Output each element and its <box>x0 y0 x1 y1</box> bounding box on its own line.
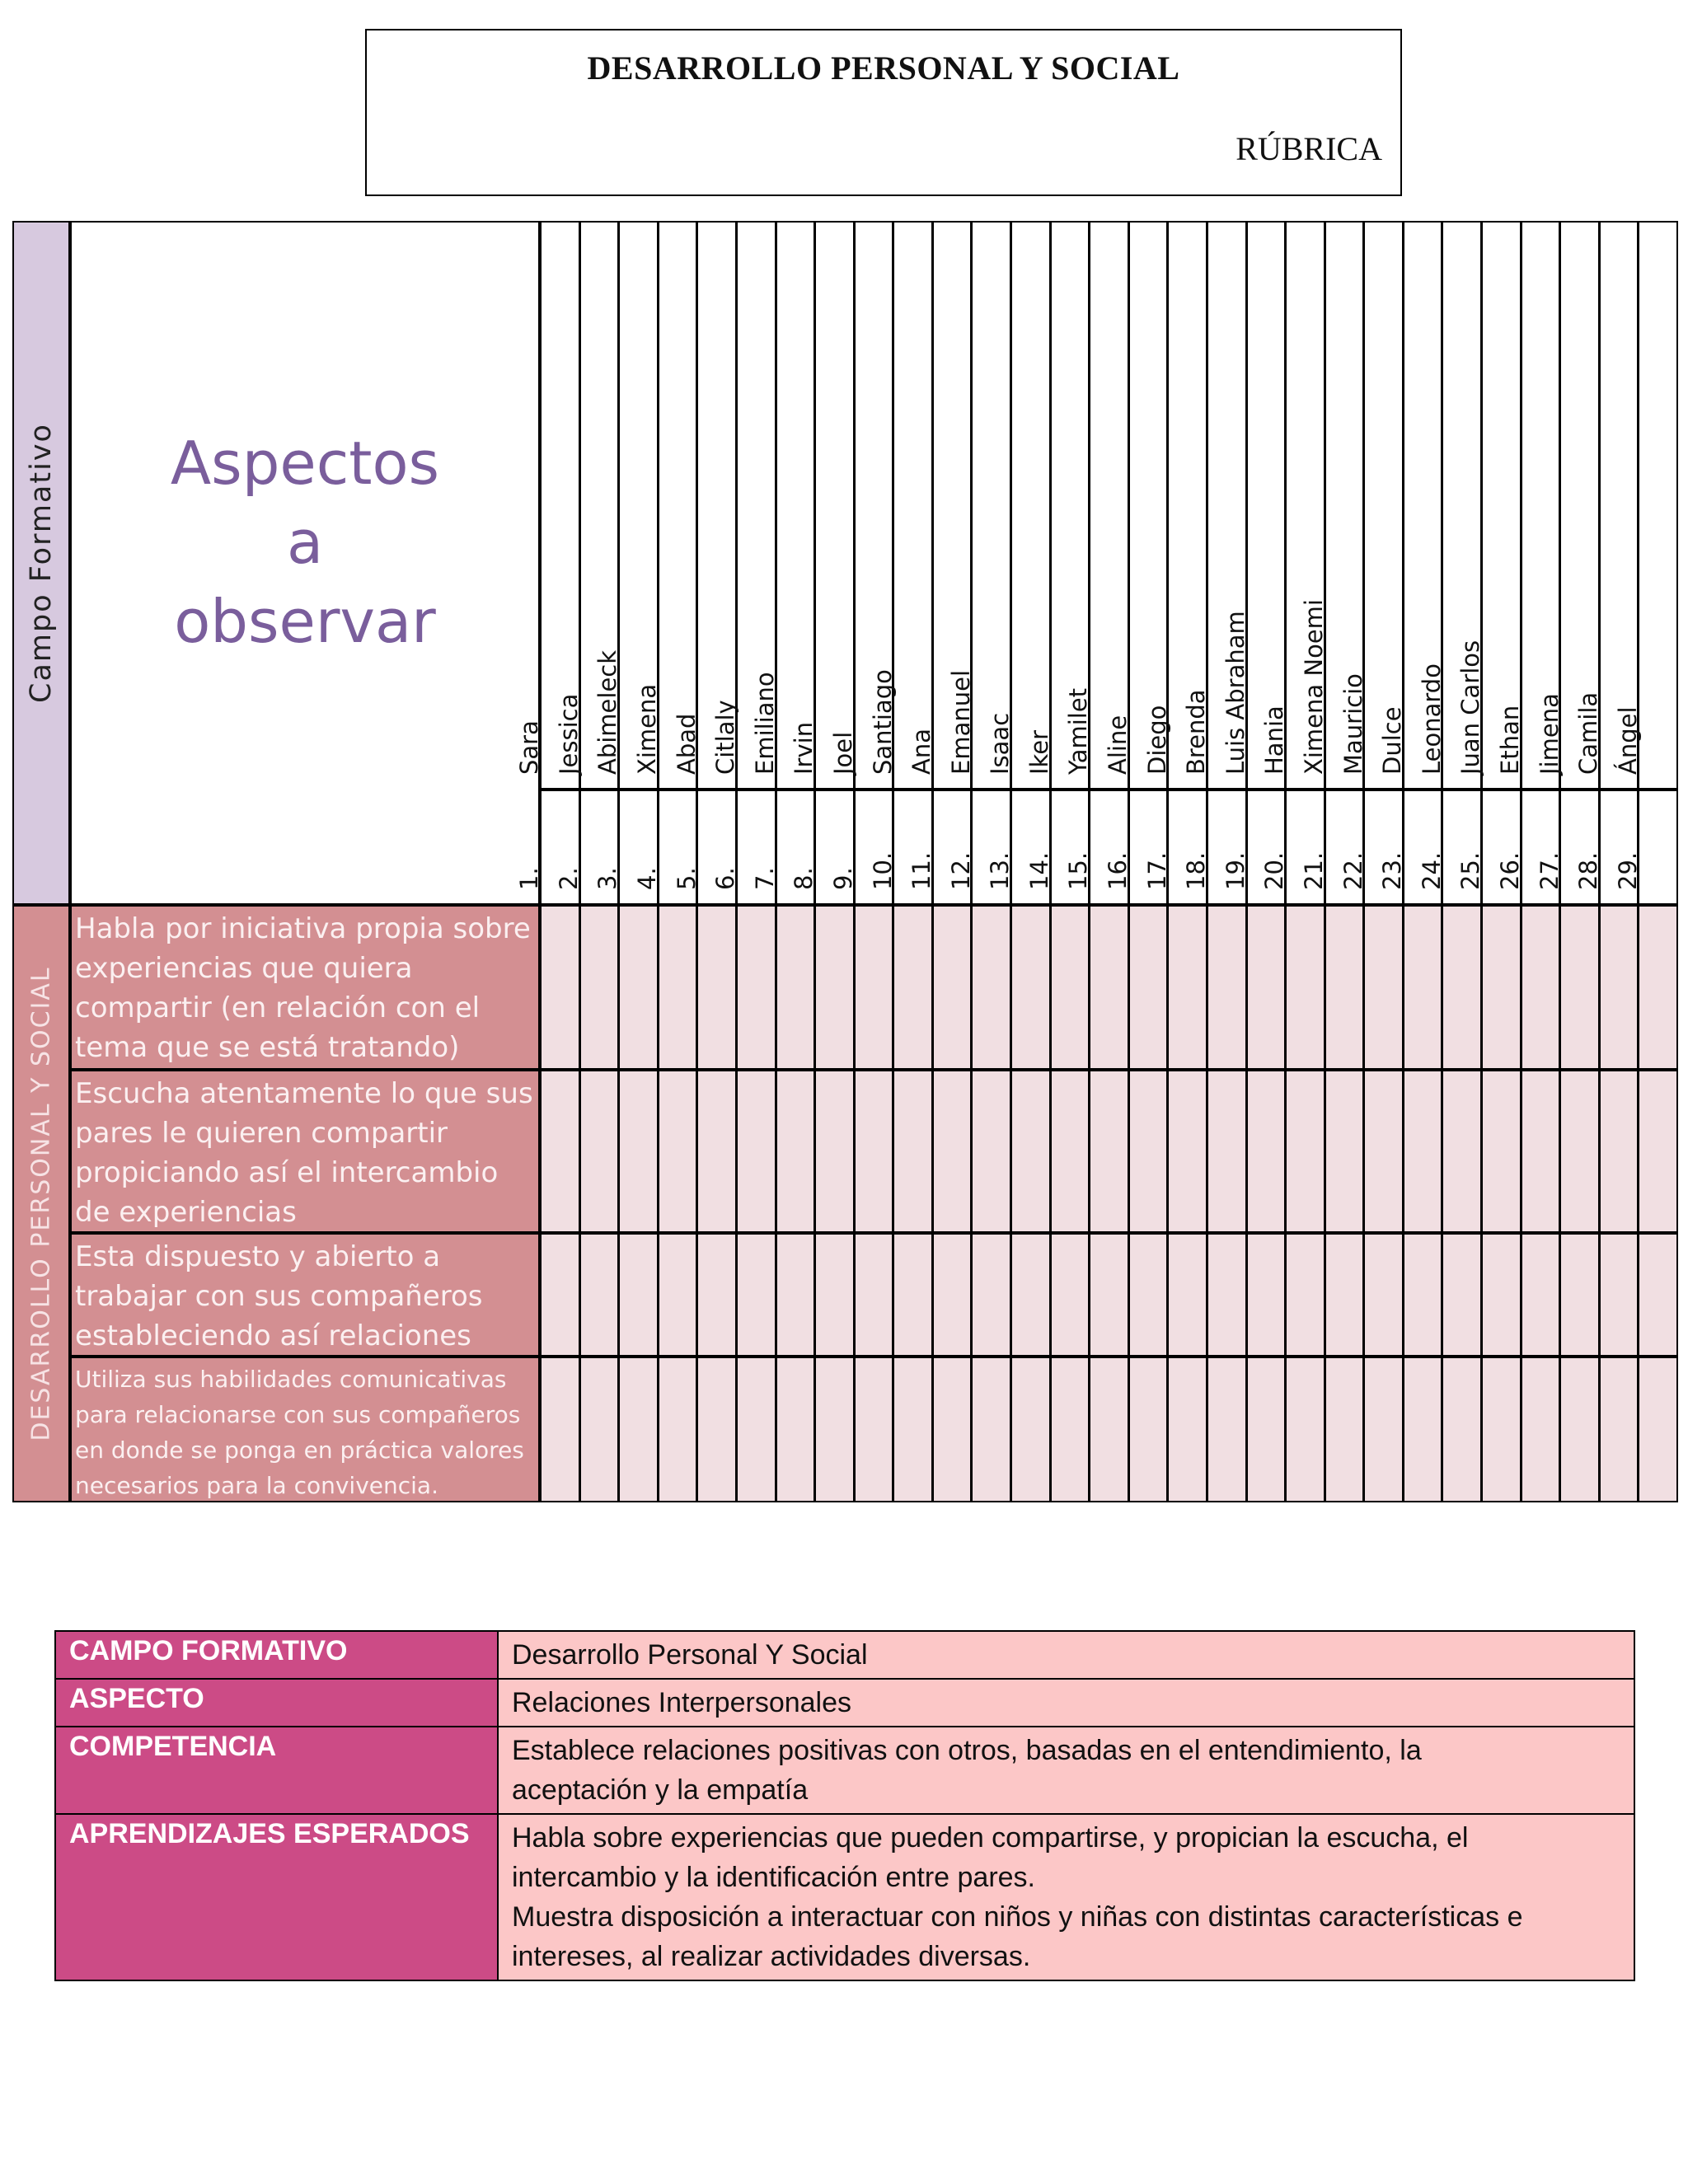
grade-cell[interactable] <box>1325 1357 1365 1502</box>
student-name: Emanuel <box>946 669 975 775</box>
grade-cell[interactable] <box>1167 1357 1207 1502</box>
grade-cell[interactable] <box>1403 905 1443 1070</box>
grade-cell[interactable] <box>1442 905 1482 1070</box>
grade-cell[interactable] <box>579 905 620 1070</box>
student-number: 21. <box>1300 851 1328 890</box>
student-number-cell <box>1613 790 1678 905</box>
student-name-cell <box>633 221 698 790</box>
student-name-cell <box>1339 221 1407 790</box>
grade-cell[interactable] <box>618 1070 659 1233</box>
student-name-cell <box>750 221 816 790</box>
grade-cell[interactable] <box>1010 1070 1051 1233</box>
aspectos-heading: Aspectos a observar <box>170 429 440 656</box>
grade-cell[interactable] <box>1363 1357 1404 1502</box>
aprendizaje-1: Habla sobre experiencias que pueden compartirse, y propician la escucha, el intercambio y la identificación entre pares. <box>512 1822 1469 1893</box>
aspect-row-1: Habla por iniciativa propia sobre experiencias que quiera compartir (en relación con el tema que se está tratando) <box>70 905 540 1070</box>
grade-cell[interactable] <box>1481 1357 1522 1502</box>
area-label: DESARROLLO PERSONAL Y SOCIAL <box>26 966 56 1441</box>
student-number: 12. <box>946 851 975 890</box>
grade-cell[interactable] <box>1521 1357 1561 1502</box>
student-name: Abimeleck <box>593 649 622 775</box>
info-row-aspecto <box>56 1678 1634 1726</box>
info-row-aprendizajes <box>56 1813 1634 1980</box>
student-name-cell <box>1221 221 1287 790</box>
grade-cell[interactable] <box>1599 1357 1639 1502</box>
grade-cell[interactable] <box>1363 1070 1404 1233</box>
info-row-competencia <box>56 1726 1634 1813</box>
grade-cell[interactable] <box>1167 1233 1207 1357</box>
student-name: Luis Abraham <box>1221 611 1250 775</box>
grade-cell[interactable] <box>1559 905 1600 1070</box>
student-name-cell <box>868 221 936 790</box>
grade-cell[interactable] <box>776 905 816 1070</box>
student-name: Yamilet <box>1064 687 1093 775</box>
grade-cell[interactable] <box>1010 1357 1051 1502</box>
grade-cell[interactable] <box>1246 1070 1287 1233</box>
aspect-row-2: Escucha atentamente lo que sus pares le quieren compartir propiciando así el intercambio de experiencias <box>70 1070 540 1233</box>
campo-formativo-label: CAMPO FORMATIVO <box>56 1632 499 1678</box>
grade-cell[interactable] <box>1559 1070 1600 1233</box>
grade-cell[interactable] <box>540 1070 580 1233</box>
student-number: 18. <box>1182 851 1211 890</box>
grade-cell[interactable] <box>1050 1357 1090 1502</box>
grade-cell[interactable] <box>1010 905 1051 1070</box>
grade-cell[interactable] <box>1246 1233 1287 1357</box>
grade-cell[interactable] <box>1128 1070 1169 1233</box>
grade-cell[interactable] <box>932 1233 973 1357</box>
student-number: 7. <box>750 867 779 890</box>
grade-cell[interactable] <box>736 1070 776 1233</box>
grade-cell[interactable] <box>658 905 698 1070</box>
grade-cell[interactable] <box>1325 1233 1365 1357</box>
aspectos-header <box>70 221 540 905</box>
grade-cell[interactable] <box>1167 1070 1207 1233</box>
student-name: Juan Carlos <box>1456 640 1485 775</box>
grade-cell[interactable] <box>1521 1233 1561 1357</box>
student-number: 25. <box>1456 851 1485 890</box>
grade-cell[interactable] <box>1285 1233 1325 1357</box>
grade-cell[interactable] <box>1207 1233 1247 1357</box>
aprendizaje-2: Muestra disposición a interactuar con niños y niñas con distintas características e intereses, al realizar actividades diversas. <box>512 1901 1523 1972</box>
student-number: 11. <box>907 851 936 890</box>
student-name: Jessica <box>554 693 583 775</box>
grade-cell[interactable] <box>1638 905 1678 1070</box>
student-name: Sara <box>515 720 544 775</box>
grade-cell[interactable] <box>1521 905 1561 1070</box>
student-name-cell <box>1574 221 1639 790</box>
student-name-cell <box>946 221 1011 790</box>
grade-cell[interactable] <box>1599 1233 1639 1357</box>
student-name: Brenda <box>1182 689 1211 775</box>
student-name: Aline <box>1104 715 1132 775</box>
grade-cell[interactable] <box>1089 905 1129 1070</box>
student-number: 6. <box>711 867 740 890</box>
student-number: 28. <box>1574 851 1603 890</box>
grade-cell[interactable] <box>1128 1233 1169 1357</box>
student-name-cell <box>1104 221 1169 790</box>
student-name-cell <box>1456 221 1522 790</box>
student-name: Joel <box>828 731 857 775</box>
grade-cell[interactable] <box>1363 905 1404 1070</box>
student-number: 20. <box>1260 851 1289 890</box>
aspecto-value: Relaciones Interpersonales <box>499 1680 1634 1726</box>
student-name: Camila <box>1574 691 1603 775</box>
grade-cell[interactable] <box>736 1357 776 1502</box>
student-number: 3. <box>593 867 622 890</box>
grade-cell[interactable] <box>893 905 933 1070</box>
grade-cell[interactable] <box>696 1070 737 1233</box>
student-name: Isaac <box>986 712 1015 775</box>
student-name-cell <box>1613 221 1678 790</box>
grade-cell[interactable] <box>932 1070 973 1233</box>
grade-cell[interactable] <box>932 905 973 1070</box>
grade-cell[interactable] <box>1207 1357 1247 1502</box>
grade-cell[interactable] <box>1403 1357 1443 1502</box>
grade-cell[interactable] <box>1050 1070 1090 1233</box>
grade-cell[interactable] <box>696 1233 737 1357</box>
student-name: Diego <box>1142 705 1171 775</box>
student-name: Citlaly <box>711 700 740 775</box>
student-name: Ximena <box>633 683 662 775</box>
grade-cell[interactable] <box>932 1357 973 1502</box>
grade-cell[interactable] <box>1442 1070 1482 1233</box>
student-number: 10. <box>868 851 897 890</box>
grade-cell[interactable] <box>1559 1233 1600 1357</box>
student-name-cell <box>1064 221 1129 790</box>
student-name: Abad <box>672 713 701 775</box>
student-name: Ethan <box>1495 705 1524 775</box>
student-number: 17. <box>1142 851 1171 890</box>
grade-cell[interactable] <box>854 1070 894 1233</box>
grade-cell[interactable] <box>1363 1233 1404 1357</box>
student-name: Emiliano <box>750 672 779 775</box>
grade-cell[interactable] <box>1207 1070 1247 1233</box>
student-number: 5. <box>672 867 701 890</box>
student-name: Irvin <box>790 721 818 775</box>
grade-cell[interactable] <box>736 905 776 1070</box>
grade-cell[interactable] <box>1481 1070 1522 1233</box>
grade-cell[interactable] <box>1325 905 1365 1070</box>
grade-cell[interactable] <box>540 1233 580 1357</box>
grade-cell[interactable] <box>1638 1070 1678 1233</box>
grade-cell[interactable] <box>971 1233 1011 1357</box>
aspect-row-3: Esta dispuesto y abierto a trabajar con sus compañeros estableciendo así relaciones <box>70 1233 540 1357</box>
grade-cell[interactable] <box>776 1357 816 1502</box>
student-number: 9. <box>828 867 857 890</box>
campo-formativo-label: Campo Formativo <box>25 423 58 703</box>
info-table <box>54 1630 1635 1981</box>
grade-cell[interactable] <box>1442 1233 1482 1357</box>
campo-formativo-value: Desarrollo Personal Y Social <box>499 1632 1634 1678</box>
grade-cell[interactable] <box>1089 1233 1129 1357</box>
grade-cell[interactable] <box>736 1233 776 1357</box>
student-name: Ángel <box>1613 706 1642 775</box>
grade-cell[interactable] <box>893 1233 933 1357</box>
student-name: Leonardo <box>1417 663 1446 775</box>
grade-cell[interactable] <box>579 1357 620 1502</box>
grade-cell[interactable] <box>579 1070 620 1233</box>
grade-cell[interactable] <box>1638 1233 1678 1357</box>
student-name: Ana <box>907 729 936 775</box>
grade-cell[interactable] <box>658 1070 698 1233</box>
student-number: 2. <box>554 867 583 890</box>
grade-cell[interactable] <box>1325 1070 1365 1233</box>
grade-cell[interactable] <box>1089 1070 1129 1233</box>
area-label-cell <box>12 905 70 1502</box>
grade-cell[interactable] <box>658 1357 698 1502</box>
grade-cell[interactable] <box>1050 905 1090 1070</box>
grade-cell[interactable] <box>1167 905 1207 1070</box>
grade-cell[interactable] <box>814 1070 855 1233</box>
grade-cell[interactable] <box>1638 1357 1678 1502</box>
info-row-campo <box>56 1632 1634 1678</box>
page-subtitle: RÚBRICA <box>1236 130 1382 167</box>
grade-cell[interactable] <box>696 1357 737 1502</box>
aspecto-label: ASPECTO <box>56 1680 499 1726</box>
student-number: 24. <box>1417 851 1446 890</box>
student-number: 13. <box>986 851 1015 890</box>
grade-cell[interactable] <box>971 1357 1011 1502</box>
student-number: 22. <box>1339 851 1367 890</box>
grade-cell[interactable] <box>1207 905 1247 1070</box>
student-name: Iker <box>1025 729 1053 775</box>
grade-cell[interactable] <box>893 1357 933 1502</box>
grade-cell[interactable] <box>1010 1233 1051 1357</box>
grade-cell[interactable] <box>1481 905 1522 1070</box>
grade-cell[interactable] <box>1128 905 1169 1070</box>
grade-cell[interactable] <box>1285 1070 1325 1233</box>
grade-cell[interactable] <box>854 905 894 1070</box>
grade-cell[interactable] <box>1442 1357 1482 1502</box>
grade-cell[interactable] <box>1599 905 1639 1070</box>
grade-cell[interactable] <box>1128 1357 1169 1502</box>
student-number: 23. <box>1378 851 1407 890</box>
competencia-value: Establece relaciones positivas con otros, basadas en el entendimiento, la aceptación y la empatía <box>499 1727 1634 1813</box>
rubric-table <box>12 221 1677 1502</box>
grade-cell[interactable] <box>1481 1233 1522 1357</box>
grade-cell[interactable] <box>854 1233 894 1357</box>
student-number: 15. <box>1064 851 1093 890</box>
competencia-label: COMPETENCIA <box>56 1727 499 1813</box>
student-name: Hania <box>1260 705 1289 775</box>
grade-cell[interactable] <box>1285 1357 1325 1502</box>
student-number: 26. <box>1495 851 1524 890</box>
student-name-cell <box>790 221 855 790</box>
student-number: 1. <box>515 867 544 890</box>
grade-cell[interactable] <box>1050 1233 1090 1357</box>
grade-cell[interactable] <box>1521 1070 1561 1233</box>
grade-cell[interactable] <box>618 905 659 1070</box>
grade-cell[interactable] <box>1403 1070 1443 1233</box>
aprendizajes-value <box>499 1815 1634 1980</box>
student-name: Mauricio <box>1339 673 1367 775</box>
grade-cell[interactable] <box>971 905 1011 1070</box>
student-number: 29. <box>1613 851 1642 890</box>
grade-cell[interactable] <box>814 1233 855 1357</box>
grade-cell[interactable] <box>971 1070 1011 1233</box>
grade-cell[interactable] <box>1403 1233 1443 1357</box>
grade-cell[interactable] <box>814 1357 855 1502</box>
grade-cell[interactable] <box>1285 905 1325 1070</box>
student-number: 14. <box>1025 851 1053 890</box>
grade-cell[interactable] <box>540 905 580 1070</box>
grade-cell[interactable] <box>893 1070 933 1233</box>
student-name: Jimena <box>1535 693 1564 775</box>
grade-cell[interactable] <box>1089 1357 1129 1502</box>
grade-cell[interactable] <box>814 905 855 1070</box>
student-number: 19. <box>1221 851 1250 890</box>
aspect-row-4: Utiliza sus habilidades comunicativas para relacionarse con sus compañeros en donde se ponga en práctica valores necesarios para la convivencia. <box>70 1357 540 1502</box>
grade-cell[interactable] <box>854 1357 894 1502</box>
grade-cell[interactable] <box>1246 905 1287 1070</box>
student-number: 16. <box>1104 851 1132 890</box>
title-box <box>365 29 1402 196</box>
grade-cell[interactable] <box>579 1233 620 1357</box>
student-number: 8. <box>790 867 818 890</box>
student-name: Ximena Noemi <box>1300 599 1328 775</box>
student-name: Dulce <box>1378 706 1407 775</box>
campo-formativo-header <box>12 221 70 905</box>
grade-cell[interactable] <box>696 905 737 1070</box>
grade-cell[interactable] <box>776 1233 816 1357</box>
student-name: Santiago <box>868 669 897 775</box>
student-number: 27. <box>1535 851 1564 890</box>
aprendizajes-label: APRENDIZAJES ESPERADOS <box>56 1815 499 1980</box>
page-title: DESARROLLO PERSONAL Y SOCIAL <box>587 49 1180 87</box>
grade-cell[interactable] <box>618 1233 659 1357</box>
student-number: 4. <box>633 867 662 890</box>
grade-cell[interactable] <box>618 1357 659 1502</box>
grade-cell[interactable] <box>658 1233 698 1357</box>
grade-cell[interactable] <box>1559 1357 1600 1502</box>
grade-cell[interactable] <box>540 1357 580 1502</box>
grade-cell[interactable] <box>1246 1357 1287 1502</box>
grade-cell[interactable] <box>776 1070 816 1233</box>
grade-cell[interactable] <box>1599 1070 1639 1233</box>
student-name-cell <box>986 221 1051 790</box>
